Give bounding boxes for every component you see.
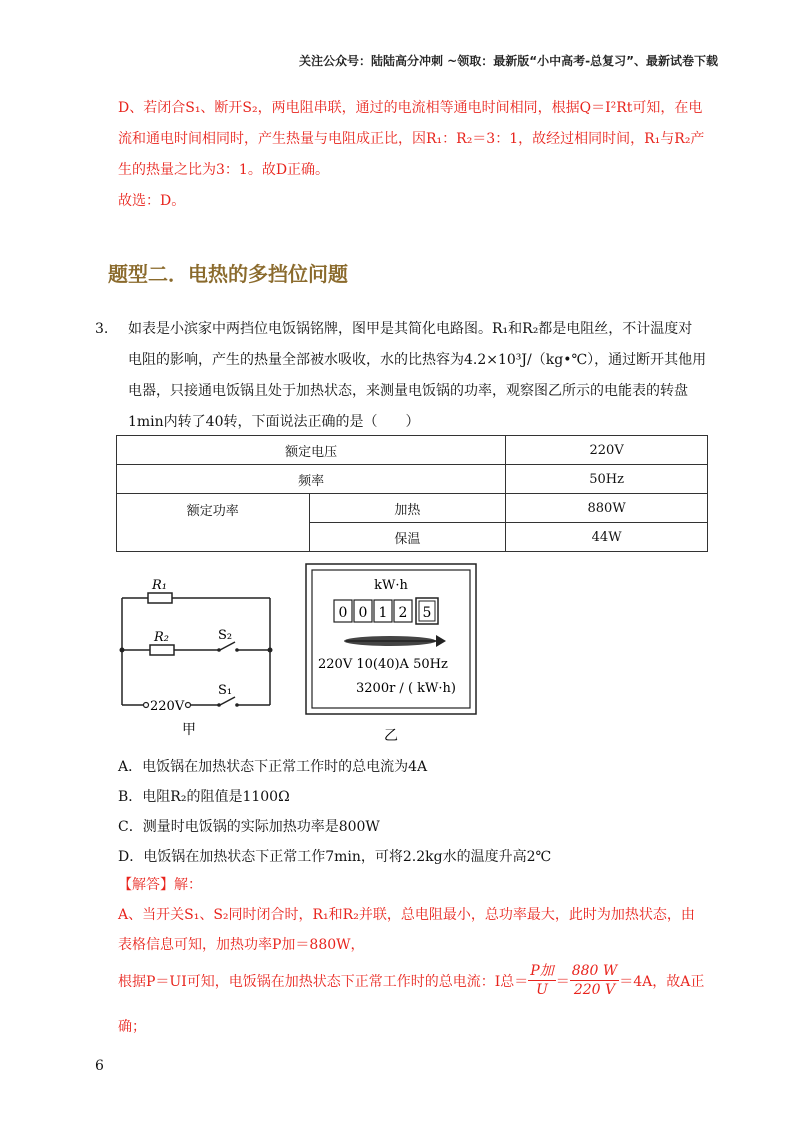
- meter-digit: 0: [338, 605, 348, 621]
- prev-answer-line3: 生的热量之比为3：1。故D正确。: [118, 162, 330, 178]
- prev-answer-line1: D、若闭合S₁、断开S₂，两电阻串联，通过的电流相等通电时间相同，根据Q＝I²Rt可知，在电: [118, 100, 703, 116]
- fraction-numerator: 880 W: [571, 963, 618, 979]
- page-header: 关注公众号：陆陆高分冲刺 ~领取：最新版“小中高考-总复习”、最新试卷下载: [299, 54, 718, 68]
- option-a: A．电饭锅在加热状态下正常工作时的总电流为4A: [118, 759, 428, 775]
- table-row: [117, 465, 708, 494]
- warm-label: 保温: [309, 523, 506, 552]
- heating-label: 加热: [309, 494, 506, 523]
- equals-sign: ＝: [555, 973, 570, 990]
- question-line3: 电器，只接通电饭锅且处于加热状态，来测量电饭锅的功率，观察图乙所示的电能表的转盘: [128, 383, 688, 399]
- circuit-diagram: [110, 570, 280, 740]
- answer-line1: A、当开关S₁、S₂同时闭合时，R₁和R₂并联，总电阻最小，总功率最大，此时为加热状态，由: [118, 907, 695, 923]
- spec-table: [116, 435, 708, 552]
- circuit-caption: 甲: [182, 722, 196, 738]
- answer-heading: [118, 870, 202, 900]
- answer-line3: [118, 962, 704, 999]
- meter-rate: 3200r / ( kW·h): [356, 681, 456, 696]
- answer-line4: 确；: [118, 1019, 146, 1035]
- s2-label: S₂: [218, 628, 233, 643]
- rated-voltage-label: 额定电压: [117, 436, 506, 465]
- meter-digit: 1: [378, 605, 388, 621]
- section-title: 题型二．电热的多挡位问题: [108, 262, 348, 286]
- option-c: C．测量时电饭锅的实际加热功率是800W: [118, 819, 380, 835]
- option-d: D．电饭锅在加热状态下正常工作7min，可将2.2kg水的温度升高2℃: [118, 849, 552, 865]
- answer-line2: 表格信息可知，加热功率P加＝880W，: [118, 937, 365, 953]
- meter-unit: kW·h: [374, 578, 408, 593]
- fraction-denominator: U: [536, 982, 548, 998]
- question-line4: 1min内转了40转，下面说法正确的是（ ）: [128, 414, 420, 430]
- question-number: 3.: [95, 321, 109, 337]
- prev-answer-line2: 流和通电时间相同时，产生热量与电阻成正比，因R₁：R₂＝3：1，故经过相同时间，R₁与R₂产: [118, 131, 705, 147]
- fraction-power-over-voltage: [528, 962, 555, 999]
- table-row: [117, 494, 708, 523]
- s1-label: S₁: [218, 683, 233, 698]
- warm-value: 44W: [506, 523, 708, 552]
- meter-caption: 乙: [384, 728, 398, 744]
- energy-meter: [304, 562, 484, 752]
- fraction-numerator: P加: [530, 963, 554, 979]
- fraction-denominator: 220 V: [573, 982, 616, 998]
- prev-answer-line4: 故选：D。: [118, 193, 186, 209]
- heating-value: 880W: [506, 494, 708, 523]
- meter-digit: 5: [422, 605, 432, 621]
- r2-label: R₂: [154, 630, 169, 645]
- meter-digit: 2: [398, 605, 408, 621]
- frequency-label: 频率: [117, 465, 506, 494]
- rated-power-label: 额定功率: [117, 494, 310, 552]
- frequency-value: 50Hz: [506, 465, 708, 494]
- r1-label: R₁: [152, 578, 167, 593]
- answer-line3-pre: 根据P＝UI可知，电饭锅在加热状态下正常工作时的总电流：I总＝: [118, 973, 529, 990]
- option-b: B．电阻R₂的阻值是1100Ω: [118, 789, 290, 805]
- meter-digit: 0: [358, 605, 368, 621]
- meter-spec: 220V 10(40)A 50Hz: [318, 657, 448, 672]
- question-line2: 电阻的影响，产生的热量全部被水吸收，水的比热容为4.2×10³J/（kg•℃），通过断开其他用: [128, 352, 707, 368]
- question-line1: 如表是小滨家中两挡位电饭锅铭牌，图甲是其简化电路图。R₁和R₂都是电阻丝，不计温度对: [128, 321, 693, 337]
- page-number: 6: [95, 1058, 104, 1074]
- rated-voltage-value: 220V: [506, 436, 708, 465]
- answer-line3-post: ＝4A，故A正: [619, 973, 705, 990]
- answer-label: 【解答】: [118, 877, 174, 893]
- answer-label-suffix: 解：: [174, 877, 202, 893]
- table-row: [117, 436, 708, 465]
- fraction-values: [570, 962, 620, 999]
- source-label: 220V: [150, 699, 185, 714]
